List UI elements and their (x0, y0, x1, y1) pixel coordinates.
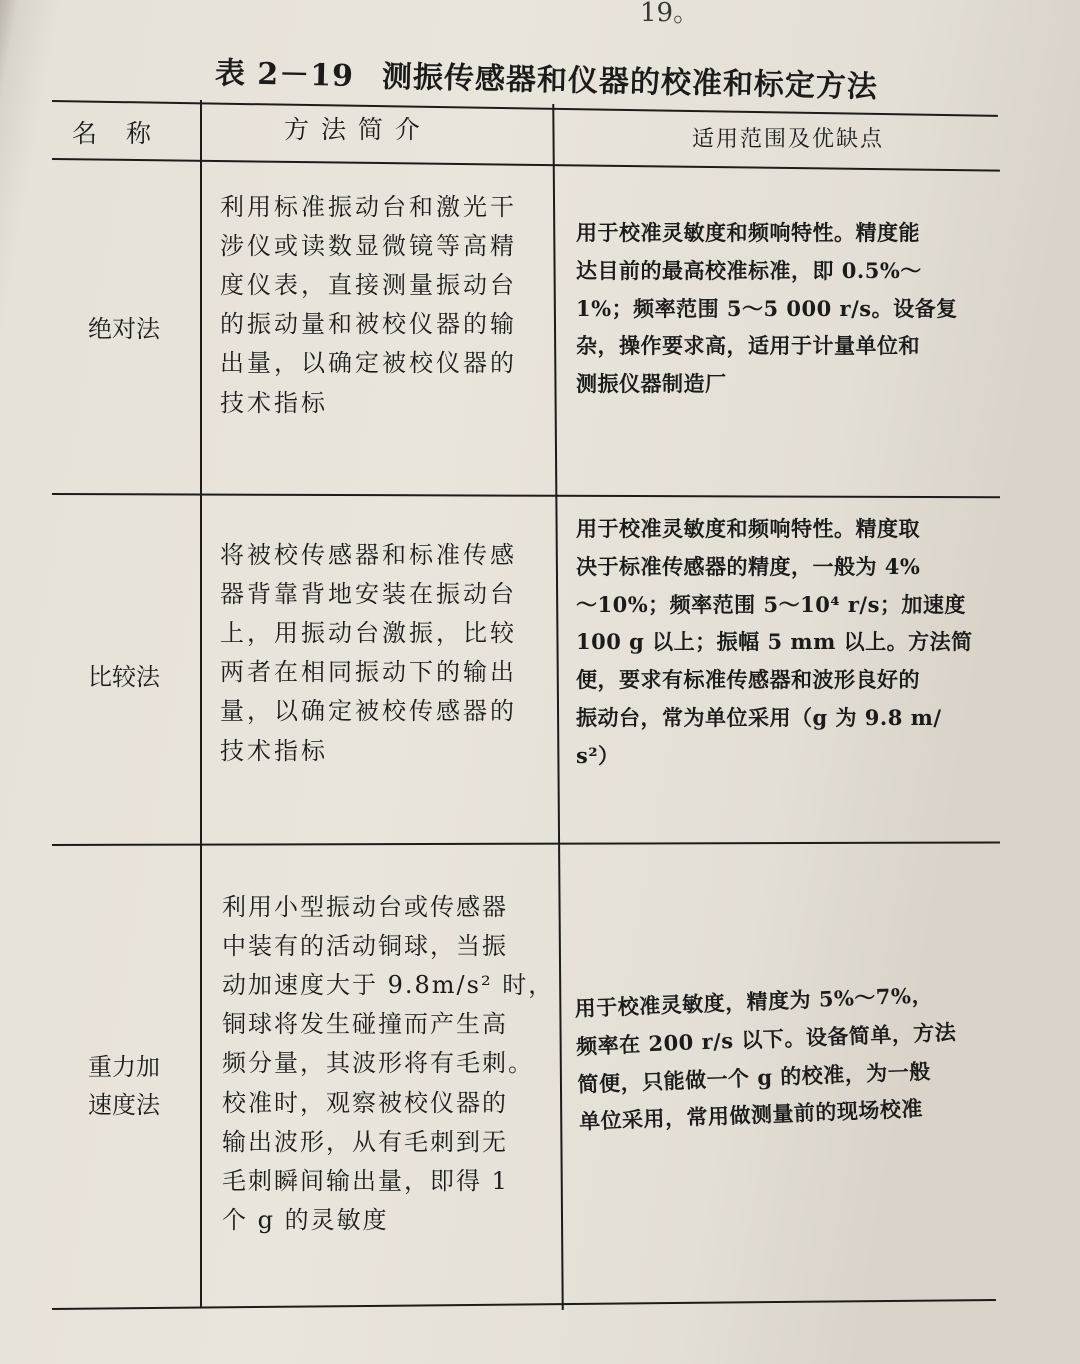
scope-line: 用于校准灵敏度和频响特性。精度能 (576, 220, 920, 245)
scope-line: 100 g 以上；振幅 5 mm 以上。方法简 (576, 629, 973, 655)
method-line: 技术指标 (220, 388, 328, 417)
header-method: 方 法 简 介 (284, 115, 422, 144)
method-line: 动加速度大于 9.8m/s² 时， (222, 971, 555, 1000)
name-line: 重力加 (88, 1053, 160, 1081)
scope-line: 用于校准灵敏度和频响特性。精度取 (576, 516, 920, 541)
scope-line: 决于标准传感器的精度，一般为 4% (576, 553, 921, 579)
method-line: 毛刺瞬间输出量，即得 1 (222, 1166, 509, 1195)
method-line: 出量，以确定被校仪器的 (220, 349, 517, 378)
row-method-gravity (222, 888, 554, 1240)
scope-line: 1%；频率范围 5～5 000 r/s。设备复 (576, 295, 958, 321)
scope-line: 简便，只能做一个 g 的校准，为一般 (577, 1057, 932, 1097)
scope-line: 测振仪器制造厂 (576, 371, 727, 397)
table-top-rule (52, 100, 998, 117)
method-line: 上，用振动台激振，比较 (220, 619, 517, 648)
scope-line: 单位采用，常用做测量前的现场校准 (578, 1096, 924, 1135)
scope-line: 频率在 200 r/s 以下。设备简单，方法 (575, 1019, 957, 1059)
method-line: 中装有的活动铜球，当振 (222, 932, 508, 961)
method-line: 将被校传感器和标准传感 (220, 541, 517, 569)
method-line: 利用标准振动台和激光干 (220, 193, 517, 221)
header-name: 名 称 (72, 119, 154, 148)
scope-line: s²） (576, 742, 620, 768)
method-line: 度仪表，直接测量振动台 (220, 271, 517, 300)
header-scope: 适用范围及优缺点 (692, 127, 885, 152)
scope-line: ～10%；频率范围 5～10⁴ r/s；加速度 (576, 591, 966, 617)
table-caption (215, 48, 936, 107)
method-line: 校准时，观察被校仪器的 (222, 1088, 508, 1117)
method-line: 量，以确定被校传感器的 (220, 697, 517, 726)
scope-line: 振动台，常为单位采用（g 为 9.8 m/ (576, 704, 942, 730)
row2-bottom-rule (52, 842, 1000, 846)
row-method-absolute (220, 188, 517, 423)
calibration-table (52, 100, 1012, 1320)
method-line: 的振动量和被校仪器的输 (220, 310, 517, 339)
page-number-fragment: 19。 (640, 0, 700, 28)
row1-bottom-rule (52, 493, 1000, 498)
method-line: 利用小型振动台或传感器 (222, 893, 508, 921)
method-line: 输出波形，从有毛刺到无 (222, 1127, 508, 1156)
method-line: 涉仪或读数显微镜等高精 (220, 232, 517, 261)
scope-line: 便，要求有标准传感器和波形良好的 (576, 667, 920, 693)
method-line: 铜球将发生碰撞而产生高 (222, 1010, 508, 1039)
scope-line: 用于校准灵敏度，精度为 5%～7%， (574, 982, 934, 1021)
row-name-comparison: 比较法 (88, 663, 160, 691)
method-line: 频分量，其波形将有毛刺。 (222, 1049, 534, 1078)
method-line: 两者在相同振动下的输出 (220, 658, 517, 687)
table-bottom-rule (52, 1299, 996, 1310)
method-line: 器背靠背地安装在振动台 (220, 580, 517, 609)
row-method-comparison (220, 536, 517, 771)
row-scope-absolute (576, 214, 958, 403)
table-caption-title: 测振传感器和仪器的校准和标定方法 (381, 59, 879, 105)
scope-line: 杂，操作要求高，适用于计量单位和 (576, 333, 920, 359)
row-scope-comparison (576, 510, 973, 775)
method-line: 技术指标 (220, 736, 328, 765)
header-bottom-rule (52, 158, 1000, 172)
row-scope-gravity (574, 975, 960, 1141)
method-line: 个 g 的灵敏度 (222, 1205, 389, 1234)
scope-line: 达目前的最高校准标准，即 0.5%～ (576, 257, 922, 283)
table-caption-number: 表 2－19 (214, 56, 355, 94)
row-name-absolute: 绝对法 (88, 315, 160, 343)
name-line: 速度法 (88, 1091, 160, 1120)
row-name-gravity (74, 1048, 174, 1125)
col-divider-1 (200, 100, 202, 1308)
